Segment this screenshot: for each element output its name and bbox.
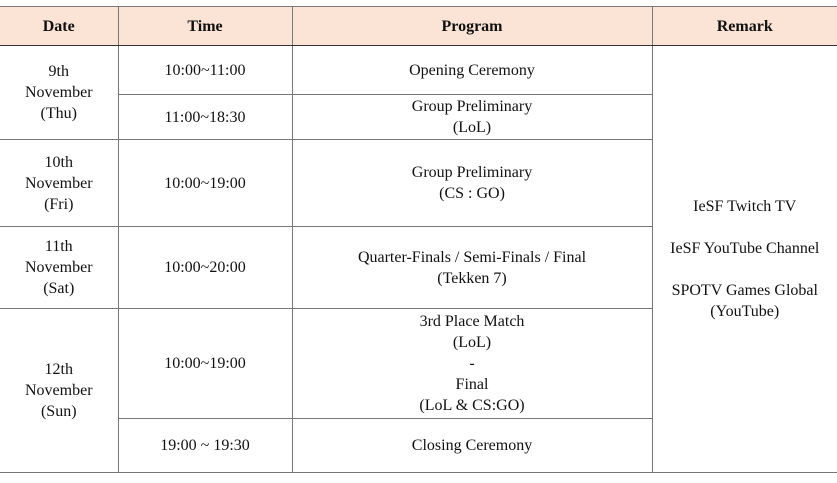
header-row: [0, 7, 837, 46]
program-line: (Tekken 7): [437, 269, 507, 287]
program-line: (LoL & CS:GO): [419, 397, 525, 414]
remark-cell: [652, 46, 837, 473]
program-line: 3rd Place Match: [419, 313, 525, 330]
time-cell: 10:00~11:00: [118, 46, 292, 95]
date-weekday: (Fri): [44, 195, 74, 213]
program-cell: [292, 140, 652, 227]
program-line: Opening Ceremony: [409, 61, 535, 79]
program-line: Final: [455, 376, 489, 393]
date-cell: [0, 46, 118, 140]
date-month: November: [24, 382, 93, 399]
program-cell: [292, 309, 652, 419]
date-weekday: (Sun): [40, 403, 77, 420]
date-month: November: [24, 84, 93, 101]
program-cell: [292, 419, 652, 473]
date-cell: [0, 227, 118, 309]
header-date: Date: [0, 7, 118, 46]
time-cell: 10:00~20:00: [118, 227, 292, 309]
time-cell: 10:00~19:00: [118, 140, 292, 227]
remark-spotv: SPOTV Games Global: [671, 282, 818, 299]
program-line: Group Preliminary: [411, 98, 533, 115]
date-cell: [0, 309, 118, 473]
date-day: 12th: [44, 361, 73, 378]
date-weekday: (Sat): [43, 280, 75, 297]
remark-spotv-platform: (YouTube): [710, 303, 780, 320]
time-cell: 10:00~19:00: [118, 309, 292, 419]
date-month: November: [24, 174, 93, 192]
table-row: [0, 46, 837, 95]
remark-youtube: IeSF YouTube Channel: [670, 240, 820, 257]
date-day: 9th: [48, 63, 69, 80]
program-cell: [292, 95, 652, 140]
program-line: Group Preliminary: [411, 164, 533, 181]
header-program: Program: [292, 7, 652, 46]
program-line: Closing Ceremony: [411, 437, 533, 454]
program-line: (LoL): [452, 334, 492, 351]
header-remark: Remark: [652, 7, 837, 46]
program-cell: [292, 227, 652, 309]
schedule-table: [0, 6, 837, 473]
program-line: Quarter-Finals / Semi-Finals / Final: [357, 248, 587, 266]
program-cell: [292, 46, 652, 95]
date-month: November: [24, 259, 93, 276]
date-weekday: (Thu): [40, 105, 77, 122]
date-cell: [0, 140, 118, 227]
schedule-container: [0, 6, 837, 473]
time-cell: 11:00~18:30: [118, 95, 292, 140]
program-line: (LoL): [452, 119, 492, 136]
program-line: (CS : GO): [439, 185, 505, 202]
header-time: Time: [118, 7, 292, 46]
program-line: -: [469, 355, 475, 372]
date-day: 11th: [44, 238, 73, 255]
time-cell: 19:00 ~ 19:30: [118, 419, 292, 473]
remark-twitch: IeSF Twitch TV: [693, 198, 797, 215]
date-day: 10th: [44, 153, 73, 171]
